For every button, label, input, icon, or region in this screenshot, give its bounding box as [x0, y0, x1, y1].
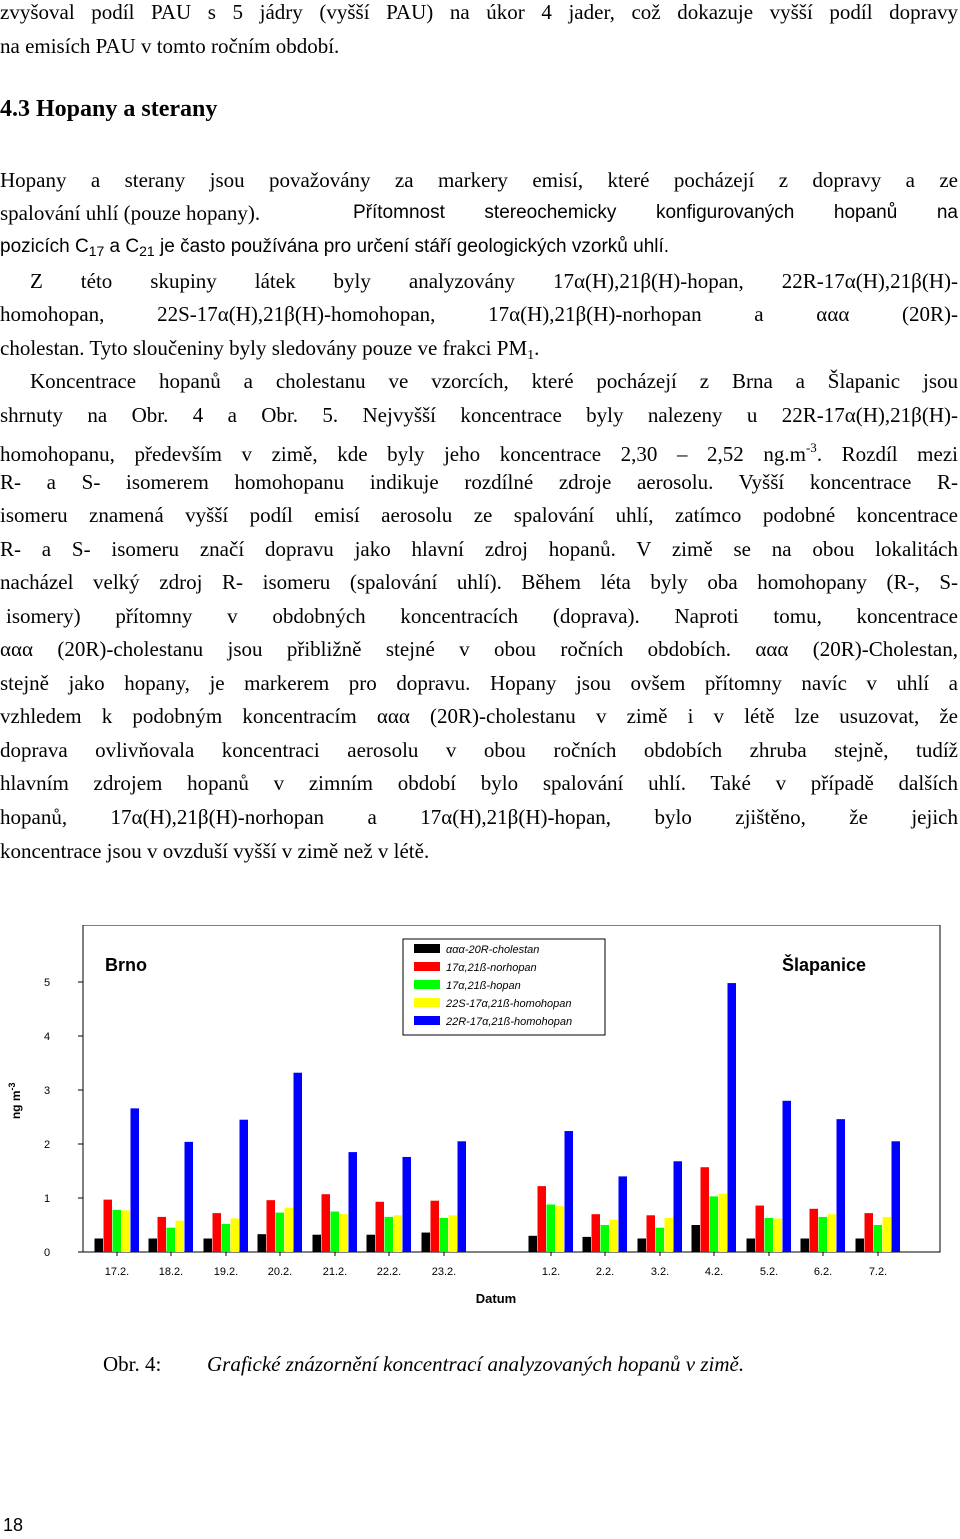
legend-label: 17α,21ß-hopan	[446, 980, 521, 992]
bar	[449, 1215, 458, 1252]
legend-swatch	[414, 1016, 440, 1025]
bar	[222, 1224, 231, 1252]
bar	[865, 1213, 874, 1252]
y-tick-label: 1	[43, 1193, 51, 1205]
bar	[728, 983, 737, 1252]
x-tick-label: 5.2.	[759, 1266, 779, 1278]
text-span: cholestan. Tyto sloučeniny byly sledovány pouze ve frakci PM	[0, 336, 528, 360]
bar	[367, 1235, 376, 1252]
x-axis-label: Datum	[475, 1291, 517, 1306]
x-tick-label: 6.2.	[813, 1266, 833, 1278]
text-line: koncentrace jsou v ovzduší vyšší v zimě než v létě.	[0, 839, 430, 863]
bar	[285, 1208, 294, 1252]
text-line: Koncentrace hopanů a cholestanu ve vzorcích, které pocházejí z Brna a Šlapanic jsou	[30, 369, 958, 393]
bar	[556, 1206, 565, 1252]
text-line	[0, 337, 958, 367]
bar	[719, 1194, 728, 1252]
bar	[801, 1239, 810, 1253]
bar	[701, 1167, 710, 1252]
text-line	[0, 437, 958, 465]
text-span: spalování uhlí (pouze hopany).	[0, 201, 261, 225]
section-heading	[0, 96, 217, 123]
x-tick-label: 4.2.	[704, 1266, 724, 1278]
text-line: Hopany a sterany jsou považovány za markery emisí, které pocházejí z dopravy a ze	[0, 168, 958, 192]
bar	[892, 1141, 901, 1252]
bar-chart	[0, 925, 960, 1325]
bar	[149, 1239, 158, 1253]
bar	[619, 1176, 628, 1252]
bar	[176, 1221, 185, 1252]
bar	[131, 1108, 140, 1252]
text-line: vzhledem k podobným koncentracím ααα (20R)-cholestanu v zimě i v létě lze usuzovat, že	[0, 704, 958, 728]
text-span: homohopanu, především v zimě, kde byly jeho koncentrace 2,30 – 2,52 ng.m	[0, 442, 806, 466]
bar	[340, 1214, 349, 1252]
bar	[692, 1225, 701, 1252]
bar	[158, 1217, 167, 1252]
text-span: a C	[104, 236, 140, 257]
bar	[458, 1141, 467, 1252]
bar	[167, 1228, 176, 1252]
bar	[422, 1233, 431, 1252]
x-tick-label: 22.2.	[376, 1266, 402, 1278]
bar	[331, 1212, 340, 1253]
bar	[113, 1210, 122, 1252]
x-tick-label: 2.2.	[595, 1266, 615, 1278]
text-line: R- a S- isomerem homohopanu indikuje rozdílné zdroje aerosolu. Vyšší koncentrace R-	[0, 470, 958, 494]
legend-swatch	[414, 980, 440, 989]
subscript: 17	[88, 243, 105, 259]
x-tick-label: 21.2.	[322, 1266, 348, 1278]
bar	[403, 1157, 412, 1252]
text-line	[0, 202, 958, 224]
bar	[583, 1237, 592, 1252]
bar	[529, 1236, 538, 1252]
bar	[665, 1218, 674, 1252]
subscript: 1	[527, 348, 535, 363]
bar	[592, 1214, 601, 1252]
text-line: homohopan, 22S-17α(H),21β(H)-homohopan, 17α(H),21β(H)-norhopan a ααα (20R)-	[0, 302, 958, 326]
bar	[267, 1200, 276, 1252]
bar	[385, 1217, 394, 1252]
y-tick-label: 3	[43, 1085, 51, 1097]
text-span: pozicích C	[0, 236, 89, 257]
text-span: .	[534, 336, 540, 360]
bar	[440, 1218, 449, 1252]
bar	[828, 1214, 837, 1252]
bar	[810, 1209, 819, 1252]
bar	[185, 1142, 194, 1252]
x-tick-label: 20.2.	[267, 1266, 293, 1278]
bar	[276, 1213, 285, 1252]
bar	[240, 1120, 249, 1252]
chart-title-left: Brno	[105, 955, 147, 975]
x-tick-label: 7.2.	[868, 1266, 888, 1278]
bar	[122, 1210, 131, 1252]
x-tick-label: 19.2.	[213, 1266, 239, 1278]
bar	[294, 1073, 303, 1252]
bar	[204, 1239, 213, 1253]
bar	[765, 1218, 774, 1252]
bar	[610, 1220, 619, 1252]
bar	[547, 1204, 556, 1252]
bar	[656, 1228, 665, 1252]
bar	[774, 1219, 783, 1252]
bar	[349, 1152, 358, 1252]
legend-swatch	[414, 944, 440, 953]
bar	[647, 1215, 656, 1252]
bar	[874, 1225, 883, 1252]
figure-caption-text: Grafické znázornění koncentrací analyzovaných hopanů v zimě.	[207, 1352, 745, 1376]
bar	[783, 1101, 792, 1252]
x-tick-label: 3.2.	[650, 1266, 670, 1278]
bar	[394, 1215, 403, 1252]
chart-title-right: Šlapanice	[782, 955, 867, 975]
section-number: 4.3	[0, 96, 30, 122]
bar	[213, 1213, 222, 1252]
figure-caption-label: Obr. 4:	[103, 1352, 162, 1376]
bar	[819, 1217, 828, 1252]
bar	[431, 1201, 440, 1252]
x-tick-label: 23.2.	[431, 1266, 457, 1278]
text-line: hlavním zdrojem hopanů v zimním období bylo spalování uhlí. Také v případě dalších	[0, 771, 958, 795]
bar	[638, 1239, 647, 1253]
intro-line: zvyšoval podíl PAU s 5 jádry (vyšší PAU) na úkor 4 jader, což dokazuje vyšší podíl dopravy	[0, 0, 958, 24]
bar	[883, 1217, 892, 1252]
bar	[756, 1206, 765, 1252]
text-line: isomery) přítomny v obdobných koncentracích (doprava). Naproti tomu, koncentrace	[6, 604, 958, 628]
bar	[95, 1239, 104, 1253]
text-span: je často používána pro určení stáří geologických vzorků uhlí.	[154, 236, 670, 257]
text-line: hopanů, 17α(H),21β(H)-norhopan a 17α(H),21β(H)-hopan, bylo zjištěno, že jejich	[0, 805, 958, 829]
bar	[710, 1196, 719, 1252]
intro-line: na emisích PAU v tomto ročním období.	[0, 34, 340, 58]
bar	[376, 1202, 385, 1252]
y-axis-label: ng $m^{-3}$	[7, 1082, 23, 1120]
text-span: Přítomnost stereochemicky konfigurovaných hopanů na	[353, 202, 958, 223]
text-line: ααα (20R)-cholestanu jsou přibližně stejné v obou ročních obdobích. ααα (20R)-Cholestan,	[0, 637, 958, 661]
section-title: Hopany a sterany	[36, 96, 218, 122]
y-tick-label: 0	[43, 1247, 51, 1259]
text-line: isomeru znamená vyšší podíl emisí aerosolu ze spalování uhlí, zatímco podobné koncentrace	[0, 503, 958, 527]
legend-label: 17α,21ß-norhopan	[446, 962, 537, 974]
bar	[538, 1186, 547, 1252]
text-line: R- a S- isomeru značí dopravu jako hlavní zdroj hopanů. V zimě se na obou lokalitách	[0, 537, 958, 561]
bar	[856, 1239, 865, 1253]
text-line: Z této skupiny látek byly analyzovány 17α(H),21β(H)-hopan, 22R-17α(H),21β(H)-	[30, 269, 958, 293]
superscript: -3	[805, 440, 817, 455]
text-line: shrnuty na Obr. 4 a Obr. 5. Nejvyšší koncentrace byly nalezeny u 22R-17α(H),21β(H)-	[0, 403, 958, 427]
y-tick-label: 5	[43, 977, 51, 989]
text-span: . Rozdíl mezi	[816, 442, 958, 466]
legend-label: 22S-17α,21ß-homohopan	[446, 998, 572, 1010]
bar	[837, 1119, 846, 1252]
page-number: 18	[3, 1515, 24, 1535]
legend-label: 22R-17α,21ß-homohopan	[446, 1016, 573, 1028]
bar	[601, 1225, 610, 1252]
bar	[313, 1235, 322, 1252]
legend-swatch	[414, 998, 440, 1007]
text-line: doprava ovlivňovala koncentraci aerosolu v obou ročních obdobích zhruba stejně, tudíž	[0, 738, 958, 762]
bar	[104, 1200, 113, 1252]
text-line	[0, 236, 958, 262]
legend-swatch	[414, 962, 440, 971]
y-tick-label: 4	[43, 1031, 51, 1043]
y-tick-label: 2	[43, 1139, 51, 1151]
bar	[747, 1239, 756, 1253]
x-tick-label: 17.2.	[104, 1266, 130, 1278]
text-line: nacházel velký zdroj R- isomeru (spalování uhlí). Během léta byly oba homohopany (R-, S-	[0, 570, 958, 594]
x-tick-label: 1.2.	[541, 1266, 561, 1278]
bar	[231, 1219, 240, 1252]
x-tick-label: 18.2.	[158, 1266, 184, 1278]
bar	[565, 1131, 574, 1252]
subscript: 21	[139, 243, 155, 259]
text-line: stejně jako hopany, je markerem pro dopravu. Hopany jsou ovšem přítomny navíc v uhlí a	[0, 671, 958, 695]
bar	[258, 1234, 267, 1252]
bar	[322, 1194, 331, 1252]
y-axis-label-exponent: -3	[7, 1082, 17, 1091]
bar	[674, 1161, 683, 1252]
legend-label: ααα-20R-cholestan	[446, 944, 540, 956]
